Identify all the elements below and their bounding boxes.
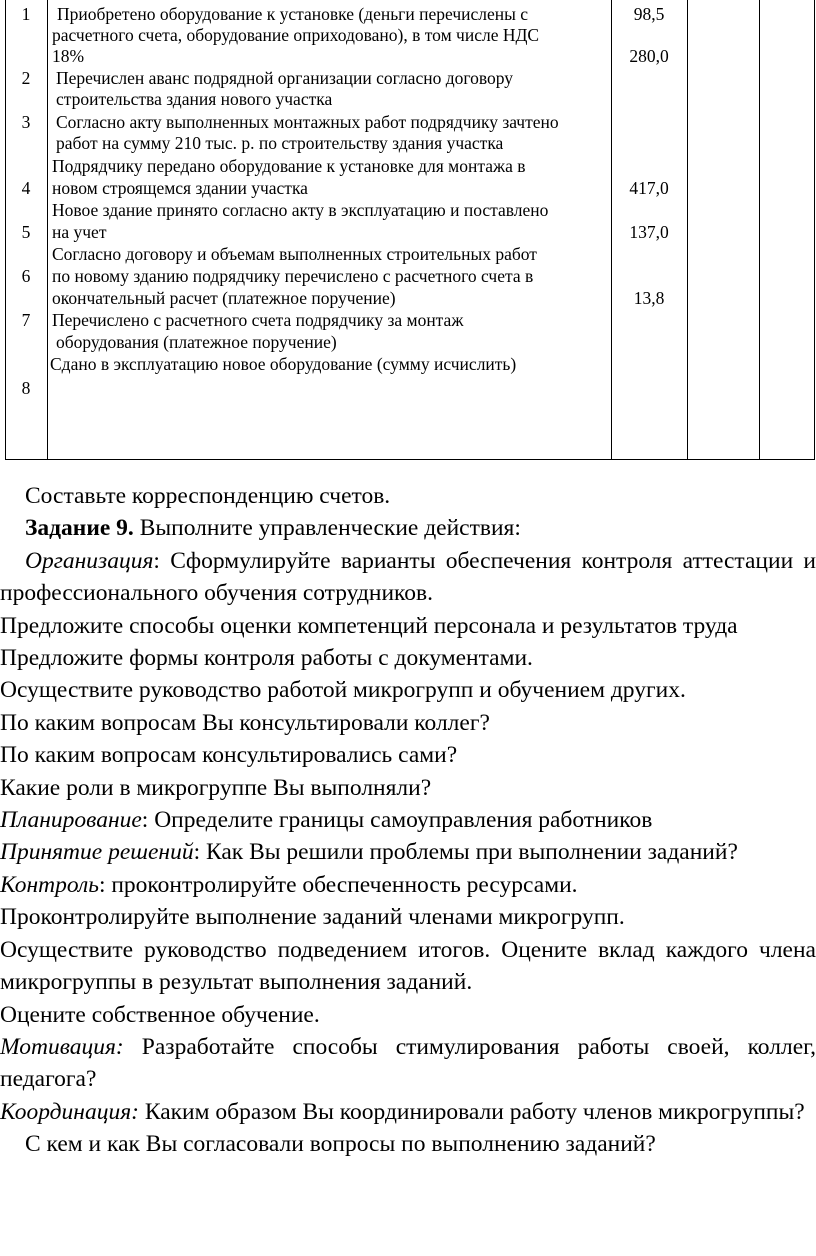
coordination-text: Каким образом Вы координировали работу членов микрогруппы?	[138, 1098, 805, 1125]
decision-text: : Как Вы решили проблемы при выполнении заданий?	[193, 839, 738, 866]
org-text: : Сформулируйте варианты обеспечения контроля аттестации и профессионального обучения сотрудников.	[0, 547, 816, 607]
task-heading	[0, 512, 816, 544]
plan-label: Планирование	[0, 807, 142, 834]
coordination-label: Координация:	[0, 1098, 139, 1125]
row-description: оборудования (платежное поручение)	[56, 332, 337, 352]
text-line: Проконтролируйте выполнение заданий членами микрогрупп.	[0, 904, 625, 931]
row-description: Подрядчику передано оборудование к установке для монтажа в	[52, 156, 526, 176]
row-description: новом строящемся здании участка	[52, 178, 308, 198]
row-description: расчетного счета, оборудование оприходовано), в том числе НДС	[52, 25, 540, 45]
text-line: Осуществите руководство подведением итогов. Оцените вклад каждого члена микрогруппы в результат выполнения заданий.	[0, 936, 816, 996]
text-line: По каким вопросам консультировались сами?	[0, 742, 458, 769]
text-line: Оцените собственное обучение.	[0, 1001, 320, 1028]
task-description: Выполните управленческие действия:	[133, 515, 521, 542]
row-description: 18%	[52, 46, 85, 66]
plan-paragraph	[0, 804, 816, 836]
text-line: По каким вопросам Вы консультировали коллег?	[0, 709, 490, 736]
plan-text: : Определите границы самоуправления работников	[141, 807, 653, 834]
amount-cell: 98,5	[633, 4, 665, 24]
task-text	[0, 480, 816, 1161]
control-label: Контроль	[0, 871, 99, 898]
coordination-paragraph	[0, 1096, 816, 1128]
org-label: Организация	[25, 547, 154, 574]
row-description: Перечислено с расчетного счета подрядчику за монтаж	[52, 310, 464, 330]
text-line: Какие роли в микрогруппе Вы выполняли?	[0, 774, 432, 801]
row-number: 2	[21, 68, 31, 88]
amount-cell: 417,0	[629, 178, 669, 198]
amount-cell: 280,0	[629, 46, 669, 66]
org-paragraph	[0, 545, 816, 610]
row-description: по новому зданию подрядчику перечислено с расчетного счета в	[52, 266, 534, 286]
row-number: 5	[21, 222, 31, 242]
row-description: Приобретено оборудование к установке (деньги перечислены с	[57, 4, 529, 24]
row-number: 7	[21, 310, 31, 330]
amount-cell: 137,0	[629, 222, 669, 242]
task-label: Задание 9.	[25, 515, 134, 542]
control-paragraph	[0, 869, 816, 901]
text-line: Предложите формы контроля работы с документами.	[0, 645, 533, 672]
row-description: Согласно акту выполненных монтажных работ подрядчику зачтено	[56, 112, 559, 132]
row-number: 6	[21, 266, 31, 286]
control-text: : проконтролируйте обеспеченность ресурсами.	[98, 871, 578, 898]
column-divider	[759, 0, 760, 459]
row-number: 4	[21, 178, 31, 198]
row-number: 3	[21, 112, 31, 132]
row-description: окончательный расчет (платежное поручение)	[52, 288, 396, 308]
row-description: строительства здания нового участка	[56, 89, 333, 109]
column-divider	[687, 0, 688, 459]
motivation-text: Разработайте способы стимулирования работы своей, коллег, педагога?	[0, 1033, 816, 1093]
text-line: Осуществите руководство работой микрогрупп и обучением других.	[0, 677, 686, 704]
row-description: работ на сумму 210 тыс. р. по строительству здания участка	[56, 133, 504, 153]
decision-label: Принятие решений	[0, 839, 194, 866]
motivation-label: Мотивация:	[0, 1033, 124, 1060]
row-description: Согласно договору и объемам выполненных строительных работ	[52, 244, 537, 264]
operations-table	[5, 0, 815, 460]
text-line: С кем и как Вы согласовали вопросы по выполнению заданий?	[25, 1131, 656, 1158]
motivation-paragraph	[0, 1031, 816, 1096]
row-description: Сдано в эксплуатацию новое оборудование (сумму исчислить)	[50, 354, 517, 374]
column-divider	[47, 0, 48, 459]
row-number: 8	[21, 378, 31, 398]
row-number: 1	[21, 4, 31, 24]
text-line: Предложите способы оценки компетенций персонала и результатов труда	[0, 612, 738, 639]
row-description: на учет	[52, 222, 107, 242]
row-description: Новое здание принято согласно акту в эксплуатацию и поставлено	[52, 200, 549, 220]
decision-paragraph	[0, 836, 816, 868]
amount-cell: 13,8	[633, 288, 665, 308]
row-description: Перечислен аванс подрядной организации согласно договору	[56, 68, 514, 88]
instruction-line: Составьте корреспонденцию счетов.	[25, 483, 391, 509]
